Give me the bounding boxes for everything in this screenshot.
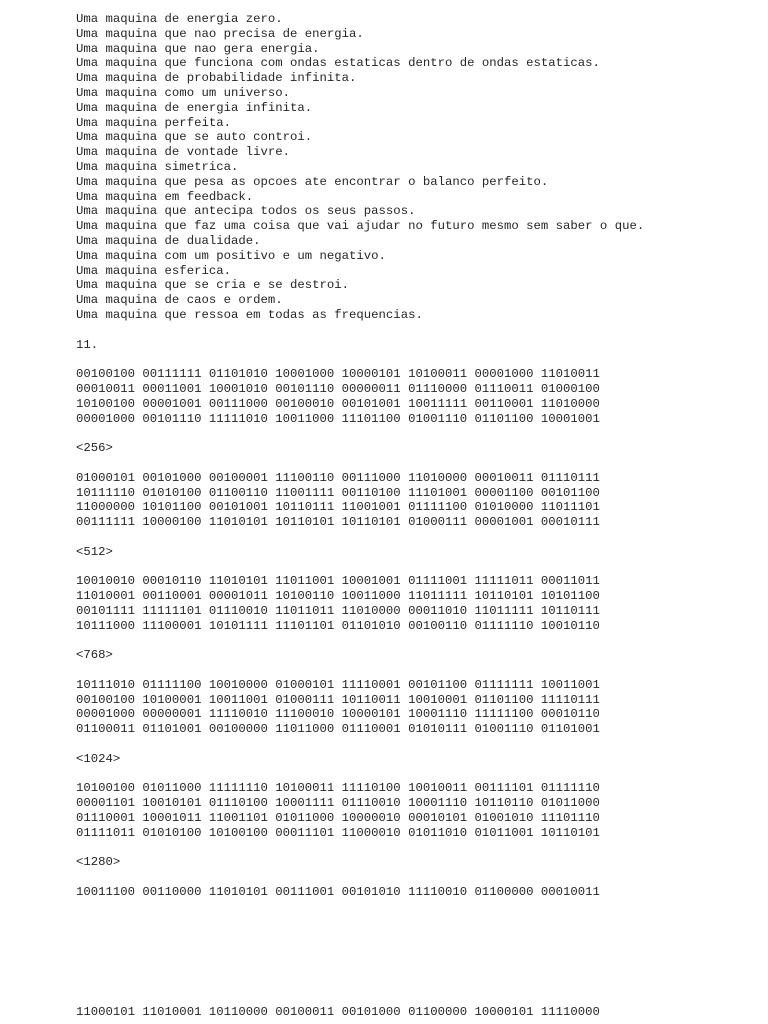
poem-line: Uma maquina que funciona com ondas estaticas dentro de ondas estaticas. [76,56,600,71]
binary-row: 00001101 10010101 01110100 10001111 01110010 10001110 10110110 01011000 [76,796,600,811]
offset-marker: <1024> [76,751,121,766]
binary-row: 00100100 10100001 10011001 01000111 10110011 10010001 01101100 11110111 [76,692,600,707]
binary-tail-row: 10011100 00110000 11010101 00111001 00101010 11110010 01100000 00010011 [76,885,600,900]
poem-line: Uma maquina em feedback. [76,189,254,204]
binary-block [76,678,756,737]
blank-line [76,559,756,574]
blank-line [76,352,756,367]
binary-row: 01110001 10001011 11001101 01011000 10000010 00010101 01001010 11101110 [76,811,600,826]
blank-line [76,633,756,648]
binary-row: 10100100 01011000 11111110 10100011 11110100 10010011 00111101 01111110 [76,781,600,796]
binary-blocks [76,367,756,885]
poem-line: Uma maquina que faz uma coisa que vai ajudar no futuro mesmo sem saber o que. [76,219,645,234]
section-number: 11. [76,337,99,352]
binary-row: 11010001 00110001 00001011 10100110 10011000 11011111 10110101 10101100 [76,589,600,604]
binary-block [76,367,756,426]
blank-line [76,426,756,441]
binary-row: 00101111 11111101 01110010 11011011 11010000 00011010 11011111 10110111 [76,603,600,618]
blank-line [76,841,756,856]
binary-row: 00001000 00101110 11111010 10011000 11101100 01001110 01101100 10001001 [76,411,600,426]
poem-line: Uma maquina de vontade livre. [76,145,291,160]
poem-section [76,12,756,323]
blank-line [76,663,756,678]
poem-line: Uma maquina que se cria e se destroi. [76,278,350,293]
binary-row: 00001000 00000001 11110010 11100010 10000101 10001110 11111100 00010110 [76,707,600,722]
binary-row: 00010011 00011001 10001010 00101110 00000011 01110000 01110011 01000100 [76,381,600,396]
poem-line: Uma maquina que nao precisa de energia. [76,26,364,41]
binary-row: 01000101 00101000 00100001 11100110 00111000 11010000 00010011 01110111 [76,470,600,485]
binary-row: 11000000 10101100 00101001 10110111 11001001 01111100 01010000 11011101 [76,500,600,515]
binary-row: 01111011 01010100 10100100 00011101 11000010 01011010 01011001 10110101 [76,825,600,840]
binary-row: 00111111 10000100 11010101 10110101 10110101 01000111 00001001 00010111 [76,515,600,530]
offset-marker: <768> [76,648,113,663]
blank-line [76,323,756,338]
offset-marker: <512> [76,544,113,559]
binary-row: 10100100 00001001 00111000 00100010 00101001 10011111 00110001 11010000 [76,396,600,411]
binary-row: 01100011 01101001 00100000 11011000 01110001 01010111 01001110 01101001 [76,722,600,737]
poem-line: Uma maquina de probabilidade infinita. [76,71,357,86]
poem-line: Uma maquina de caos e ordem. [76,293,283,308]
document-page [76,12,756,900]
poem-line: Uma maquina de dualidade. [76,233,261,248]
binary-block [76,471,756,530]
blank-line [76,530,756,545]
offset-marker: <256> [76,441,113,456]
poem-line: Uma maquina que antecipa todos os seus passos. [76,204,416,219]
binary-block [76,781,756,840]
offset-marker: <1280> [76,855,121,870]
poem-line: Uma maquina perfeita. [76,115,231,130]
binary-row: 10010010 00010110 11010101 11011001 10001001 01111001 11111011 00011011 [76,574,600,589]
binary-footer-row: 11000101 11010001 10110000 00100011 00101000 01100000 10000101 11110000 [76,1005,600,1019]
blank-line [76,737,756,752]
poem-line: Uma maquina esferica. [76,263,231,278]
poem-line: Uma maquina simetrica. [76,159,239,174]
blank-line [76,456,756,471]
poem-line: Uma maquina que se auto controi. [76,130,313,145]
binary-row: 10111010 01111100 10010000 01000101 11110001 00101100 01111111 10011001 [76,677,600,692]
poem-line: Uma maquina que pesa as opcoes ate encontrar o balanco perfeito. [76,174,549,189]
binary-row: 10111110 01010100 01100110 11001111 00110100 11101001 00001100 00101100 [76,485,600,500]
poem-line: Uma maquina de energia infinita. [76,100,313,115]
binary-row: 00100100 00111111 01101010 10001000 10000101 10100011 00001000 11010011 [76,367,600,382]
poem-line: Uma maquina que ressoa em todas as frequencias. [76,307,423,322]
binary-row: 10111000 11100001 10101111 11101101 01101010 00100110 01111110 10010110 [76,618,600,633]
poem-line: Uma maquina com um positivo e um negativo. [76,248,386,263]
blank-line [76,767,756,782]
binary-block [76,574,756,633]
blank-line [76,870,756,885]
poem-line: Uma maquina de energia zero. [76,12,283,26]
poem-line: Uma maquina como um universo. [76,85,291,100]
poem-line: Uma maquina que nao gera energia. [76,41,320,56]
